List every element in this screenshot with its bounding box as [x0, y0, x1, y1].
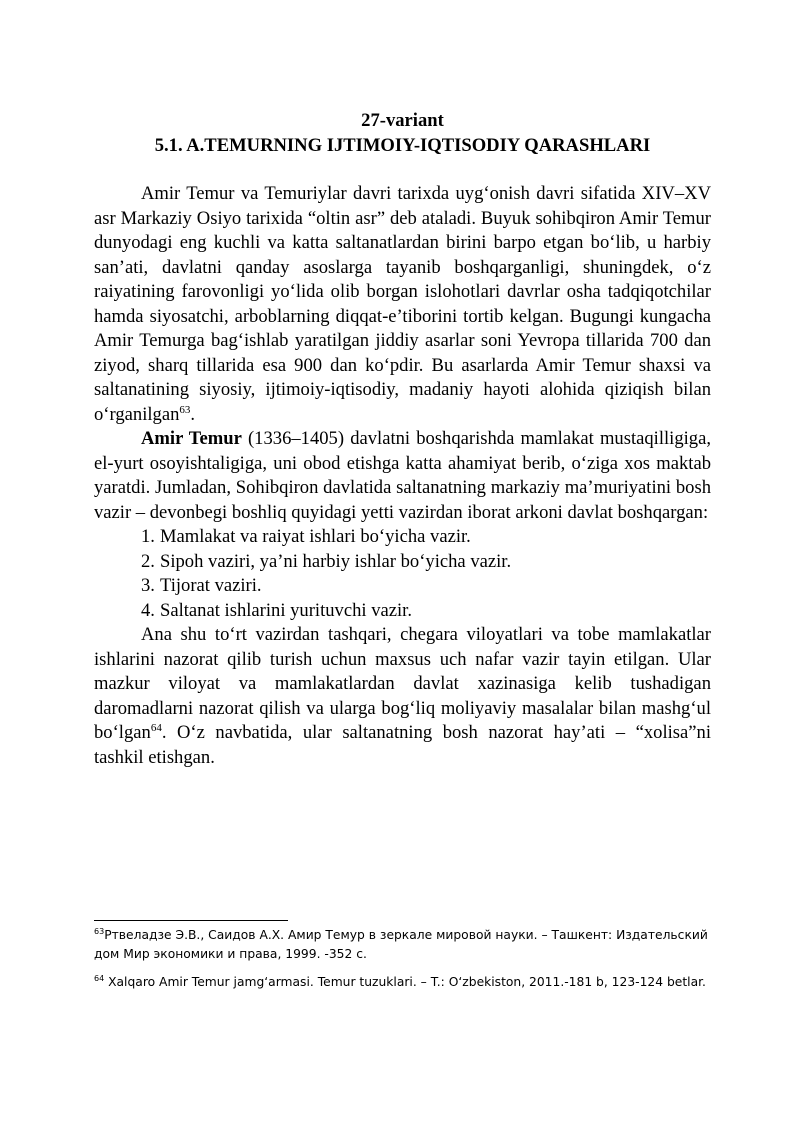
list-item [94, 525, 711, 550]
paragraph-2-bold-name: Amir Temur [141, 428, 242, 449]
paragraph-1 [94, 182, 711, 427]
list-item-text: Mamlakat va raiyat ishlari bo‘yicha vazir. [160, 526, 471, 547]
paragraph-2-text: (1336–1405) davlatni boshqarishda mamlakat mustaqilligiga, el-yurt osoyishtaligiga, uni obod etishga katta ahamiyat berib, o‘ziga xos maktab yaratdi. Jumladan, Sohibqiron davlatida saltanatning markaziy ma’muriyatini bosh vazir – devonbegi boshliq quyidagi yetti vazirdan iborat arkoni davlat boshqargan: [94, 428, 711, 523]
list-item-number: 1. [141, 526, 155, 547]
paragraph-3 [94, 623, 711, 770]
list-item [94, 599, 711, 624]
list-item-text: Tijorat vaziri. [160, 575, 262, 596]
document-page [94, 108, 711, 770]
footnote-64 [94, 973, 711, 992]
list-item-text: Saltanat ishlarini yurituvchi vazir. [160, 599, 412, 621]
list-item-text: Sipoh vaziri, ya’ni harbiy ishlar bo‘yicha vazir. [160, 550, 512, 572]
footnote-63-text: Ртвеладзе Э.В., Саидов А.Х. Амир Темур в зеркале мировой науки. – Ташкент: Издательский дом Мир экономики и права, 1999. -352 с. [94, 928, 708, 961]
footnote-63 [94, 926, 711, 964]
footnotes-section [94, 926, 711, 1001]
paragraph-1-text: Amir Temur va Temuriylar davri tarixda uyg‘onish davri sifatida XIV–XV asr Markaziy Osiyo tarixida “oltin asr” deb ataladi. Buyuk sohibqiron Amir Temur dunyodagi eng kuchli va katta saltanatlardan birini barpo etgan bo‘lib, u harbiy san’ati, davlatni qanday asoslarga tayanib boshqarganligi, shuningdek, o‘z raiyatining farovonligi yo‘lida olib borgan islohotlari davrlar osha tadqiqotchilar hamda siyosatchi, arboblarning diqqat-e’tiborini tortib kelgan. Bugungi kungacha Amir Temurga bag‘ishlab yaratilgan jiddiy asarlar soni Yevropa tillarida 700 dan ziyod, sharq tillarida esa 900 dan ko‘pdir. Bu asarlarda Amir Temur shaxsi va saltanatining siyosiy, ijtimoiy-iqtisodiy, madaniy hayoti alohida qiziqish bilan o‘rganilgan [94, 183, 711, 425]
footnote-ref-64[interactable]: 64 [150, 721, 162, 734]
section-title: 5.1. A.TEMURNING IJTIMOIY-IQTISODIY QARASHLARI [154, 135, 651, 156]
paragraph-1-end: . [190, 403, 196, 425]
footnote-ref-63[interactable]: 63 [179, 403, 191, 416]
list-item [94, 574, 711, 599]
list-item-number: 2. [141, 550, 155, 572]
paragraph-2 [94, 427, 711, 525]
list-item-number: 3. [141, 575, 155, 596]
footnote-63-marker: 63 [94, 926, 105, 936]
variant-label: 27-variant [361, 110, 444, 131]
list-item-number: 4. [141, 599, 155, 621]
paragraph-3-text: Ana shu to‘rt vazirdan tashqari, chegara viloyatlari va tobe mamlakatlar ishlarini nazorat qilib turish uchun maxsus uch nafar vazir tayin etilgan. Ular mazkur viloyat va mamlakatlardan davlat xazinasiga kelib tushadigan daromadlarni nazorat qilish va ularga bog‘liq moliyaviy masalalar bilan mashg‘ul bo‘lgan [94, 624, 711, 743]
list-item [94, 550, 711, 575]
heading-spacer [94, 158, 711, 182]
vazir-list [94, 525, 711, 623]
footnote-separator [94, 920, 288, 921]
paragraph-3-end: . O‘z navbatida, ular saltanatning bosh nazorat hay’ati – “xolisa”ni tashkil etishgan. [94, 722, 711, 768]
footnote-64-text: Xalqaro Amir Temur jamg‘armasi. Temur tuzuklari. – T.: O‘zbekiston, 2011.-181 b, 123-124 betlar. [104, 975, 706, 989]
footnote-64-marker: 64 [94, 973, 105, 983]
